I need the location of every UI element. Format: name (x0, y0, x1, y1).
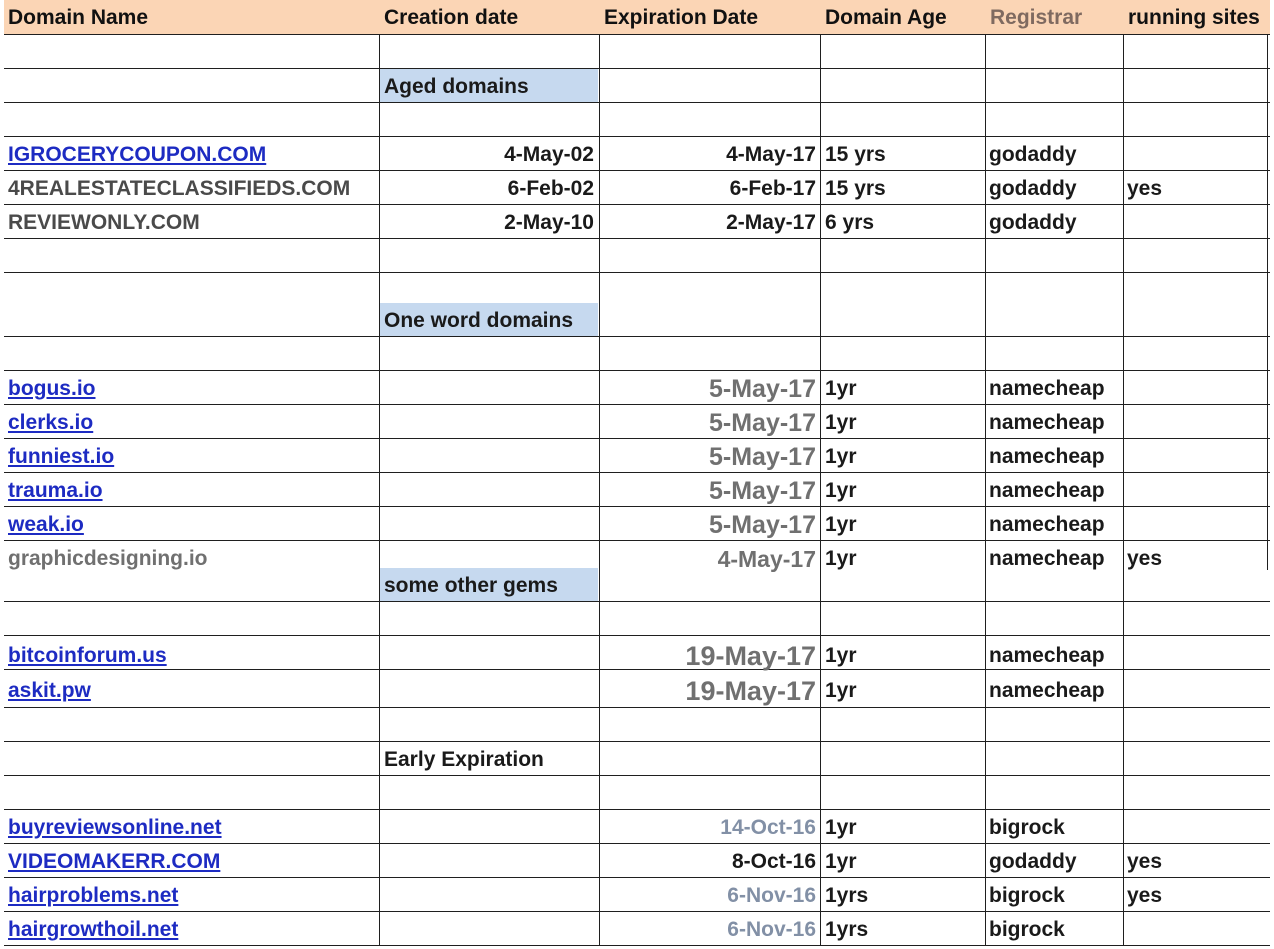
running-sites (1127, 473, 1267, 506)
expiration-date: 4-May-17 (717, 546, 816, 572)
domain-link[interactable]: askit.pw (8, 679, 91, 702)
domain-link[interactable]: bitcoinforum.us (8, 644, 167, 667)
registrar: namecheap (989, 547, 1105, 570)
expiration-date: 6-Feb-17 (729, 177, 816, 200)
running-sites: yes (1127, 884, 1163, 907)
domain-age: 1yr (825, 850, 857, 873)
registrar: godaddy (989, 143, 1077, 166)
running-sites (1127, 405, 1267, 438)
running-sites (1127, 810, 1267, 843)
domain-age: 15 yrs (825, 177, 886, 200)
creation-date: 2-May-10 (504, 211, 594, 234)
domain-age: 1yr (825, 377, 857, 400)
section-one-word-domains: One word domains (380, 303, 598, 336)
registrar: namecheap (989, 679, 1105, 702)
row-gridline (4, 336, 1270, 337)
running-sites (1127, 912, 1267, 945)
running-sites (1127, 439, 1267, 472)
registrar: namecheap (989, 445, 1105, 468)
running-sites (1127, 371, 1267, 404)
row-gridline (4, 945, 1270, 946)
row-gridline (4, 707, 1270, 708)
registrar: godaddy (989, 850, 1077, 873)
domain-link[interactable]: trauma.io (8, 479, 103, 502)
row-gridline (4, 102, 1270, 103)
domain-age: 1yr (825, 479, 857, 502)
domain-age: 1yr (825, 445, 857, 468)
registrar: namecheap (989, 377, 1105, 400)
domain-age: 1yrs (825, 918, 869, 941)
expiration-date: 6-Nov-16 (727, 918, 816, 941)
domain-age: 1yr (825, 679, 857, 702)
domain-text: 4REALESTATECLASSIFIEDS.COM (8, 177, 351, 200)
expiration-date: 5-May-17 (709, 443, 816, 471)
section-some-other-gems: some other gems (380, 568, 598, 601)
expiration-date: 14-Oct-16 (720, 816, 816, 839)
registrar: bigrock (989, 816, 1065, 839)
domain-link[interactable]: clerks.io (8, 411, 94, 434)
expiration-date: 6-Nov-16 (727, 884, 816, 907)
row-gridline (4, 272, 1270, 273)
running-sites: yes (1127, 547, 1163, 570)
registrar: godaddy (989, 211, 1077, 234)
row-gridline (4, 741, 1270, 742)
section-aged-domains: Aged domains (380, 69, 598, 102)
spreadsheet (4, 0, 1270, 949)
column-gridline (985, 34, 986, 945)
column-gridline (1267, 34, 1268, 570)
running-sites (1127, 507, 1267, 540)
domain-link[interactable]: funniest.io (8, 445, 115, 468)
domain-age: 15 yrs (825, 143, 886, 166)
row-gridline (4, 34, 1270, 35)
domain-link[interactable]: VIDEOMAKERR.COM (8, 850, 221, 873)
row-gridline (4, 635, 1270, 636)
column-gridline (820, 34, 821, 945)
registrar: godaddy (989, 177, 1077, 200)
registrar: namecheap (989, 479, 1105, 502)
expiration-date: 5-May-17 (709, 511, 816, 539)
creation-date: 4-May-02 (504, 143, 594, 166)
header-registrar[interactable]: Registrar (990, 6, 1083, 29)
header-row (4, 0, 1270, 34)
domain-link[interactable]: hairgrowthoil.net (8, 918, 179, 941)
expiration-date: 5-May-17 (709, 375, 816, 403)
domain-age: 1yr (825, 513, 857, 536)
row-gridline (4, 775, 1270, 776)
header-creation-date[interactable]: Creation date (384, 6, 519, 29)
registrar: bigrock (989, 884, 1065, 907)
header-expiration-date[interactable]: Expiration Date (604, 6, 759, 29)
expiration-date: 8-Oct-16 (731, 850, 816, 873)
running-sites (1127, 205, 1267, 238)
domain-link[interactable]: buyreviewsonline.net (8, 816, 222, 839)
domain-age: 1yr (825, 816, 857, 839)
running-sites (1127, 137, 1267, 170)
domain-age: 1yr (825, 547, 857, 570)
header-running-sites[interactable]: running sites (1128, 6, 1260, 29)
expiration-date: 19-May-17 (685, 641, 816, 671)
domain-text: REVIEWONLY.COM (8, 211, 200, 234)
expiration-date: 2-May-17 (726, 211, 816, 234)
domain-link[interactable]: bogus.io (8, 377, 96, 400)
column-gridline (1123, 34, 1124, 945)
creation-date: 6-Feb-02 (507, 177, 594, 200)
domain-link[interactable]: IGROCERYCOUPON.COM (8, 143, 267, 166)
registrar: namecheap (989, 411, 1105, 434)
expiration-date: 5-May-17 (709, 477, 816, 505)
domain-age: 1yr (825, 644, 857, 667)
domain-text: graphicdesigning.io (8, 547, 208, 570)
row-gridline (4, 238, 1270, 239)
running-sites: yes (1127, 177, 1163, 200)
expiration-date: 19-May-17 (685, 676, 816, 706)
domain-link[interactable]: weak.io (8, 513, 84, 536)
registrar: namecheap (989, 644, 1105, 667)
registrar: bigrock (989, 918, 1065, 941)
row-gridline (4, 68, 1270, 69)
domain-link[interactable]: hairproblems.net (8, 884, 179, 907)
expiration-date: 4-May-17 (726, 143, 816, 166)
domain-age: 1yr (825, 411, 857, 434)
row-gridline (4, 601, 1270, 602)
registrar: namecheap (989, 513, 1105, 536)
expiration-date: 5-May-17 (709, 409, 816, 437)
domain-age: 6 yrs (825, 211, 875, 234)
header-domain-name[interactable]: Domain Name (8, 6, 149, 29)
domain-age: 1yrs (825, 884, 869, 907)
section-early-expiration: Early Expiration (384, 748, 544, 771)
header-domain-age[interactable]: Domain Age (825, 6, 947, 29)
running-sites: yes (1127, 850, 1163, 873)
